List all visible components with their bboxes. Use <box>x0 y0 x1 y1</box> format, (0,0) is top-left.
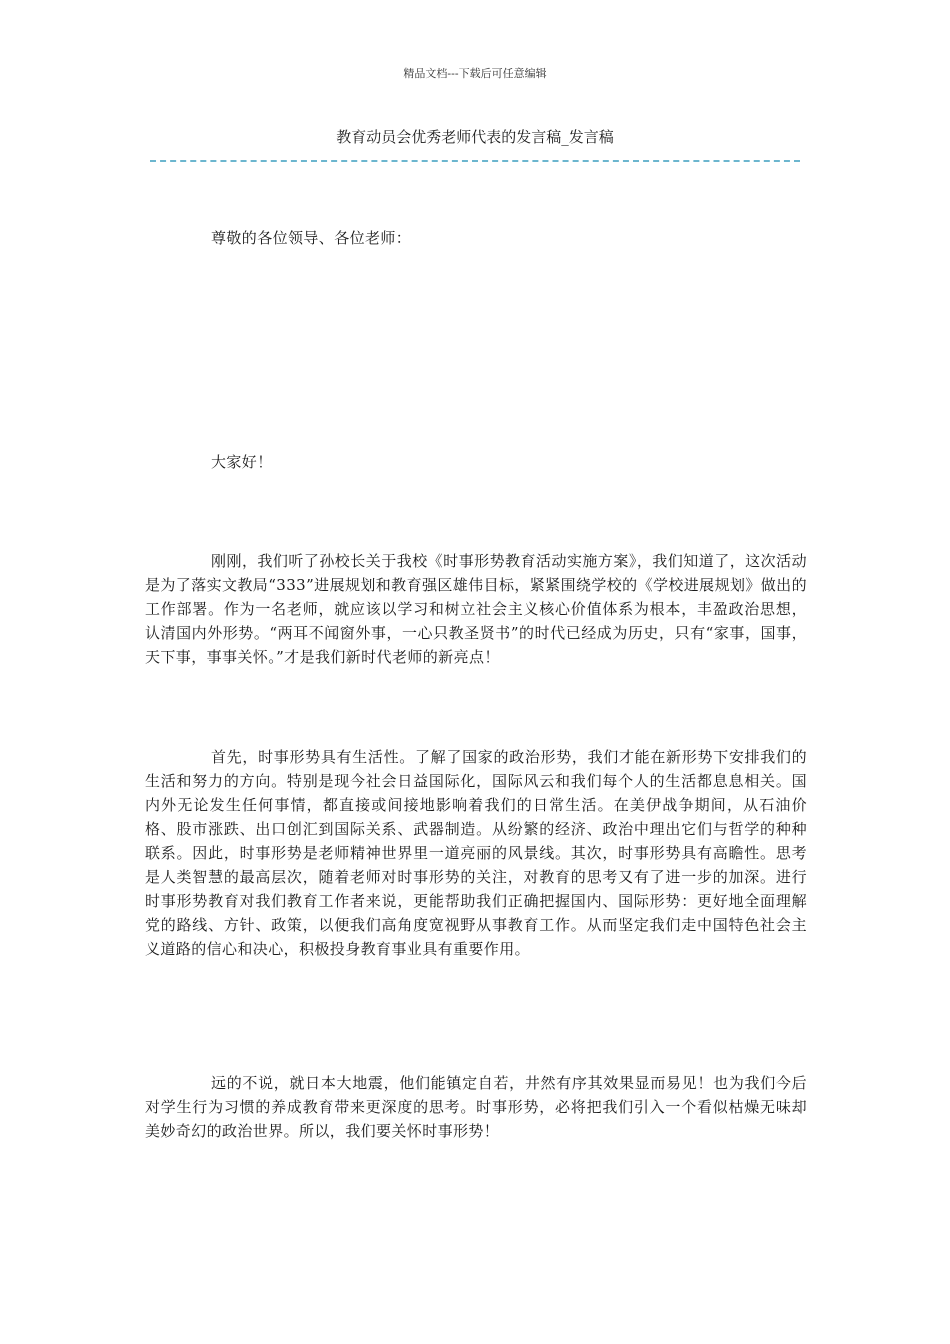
paragraph-conclusion: 远的不说，就日本大地震，他们能镇定自若，井然有序其效果显而易见！也为我们今后对学生行为习惯的养成教育带来更深度的思考。时事形势，必将把我们引入一个看似枯燥无味却美妙奇幻的政治世界。所以，我们要关怀时事形势！ <box>145 1074 807 1140</box>
paragraph-greeting: 尊敬的各位领导、各位老师： <box>211 229 412 247</box>
title-divider <box>150 160 800 162</box>
paragraph-activity-intro: 刚刚，我们听了孙校长关于我校《时事形势教育活动实施方案》，我们知道了，这次活动是为了落实文教局“333”进展规划和教育强区雄伟目标，紧紧围绕学校的《学校进展规划》做出的工作部署。作为一名老师，就应该以学习和树立社会主义核心价值体系为根本，丰盈政治思想，认清国内外形势。“两耳不闻窗外事，一心只教圣贤书”的时代已经成为历史，只有“家事，国事，天下事，事事关怀。”才是我们新时代老师的新亮点！ <box>145 552 807 666</box>
paragraph-current-affairs: 首先，时事形势具有生活性。了解了国家的政治形势，我们才能在新形势下安排我们的生活和努力的方向。特别是现今社会日益国际化，国际风云和我们每个人的生活都息息相关。国内外无论发生任何事情，都直接或间接地影响着我们的日常生活。在美伊战争期间，从石油价格、股市涨跌、出口创汇到国际关系、武器制造。从纷繁的经济、政治中理出它们与哲学的种种联系。因此，时事形势是老师精神世界里一道亮丽的风景线。其次，时事形势具有高瞻性。思考是人类智慧的最高层次，随着老师对时事形势的关注，对教育的思考又有了进一步的加深。进行时事形势教育对我们教育工作者来说，更能帮助我们正确把握国内、国际形势：更好地全面理解党的路线、方针、政策，以便我们高角度宽视野从事教育工作。从而坚定我们走中国特色社会主义道路的信心和决心，积极投身教育事业具有重要作用。 <box>145 748 807 958</box>
page-header: 精品文档---下载后可任意编辑 <box>403 67 547 80</box>
paragraph-hello: 大家好！ <box>211 453 273 471</box>
document-title: 教育动员会优秀老师代表的发言稿_发言稿 <box>336 128 614 146</box>
